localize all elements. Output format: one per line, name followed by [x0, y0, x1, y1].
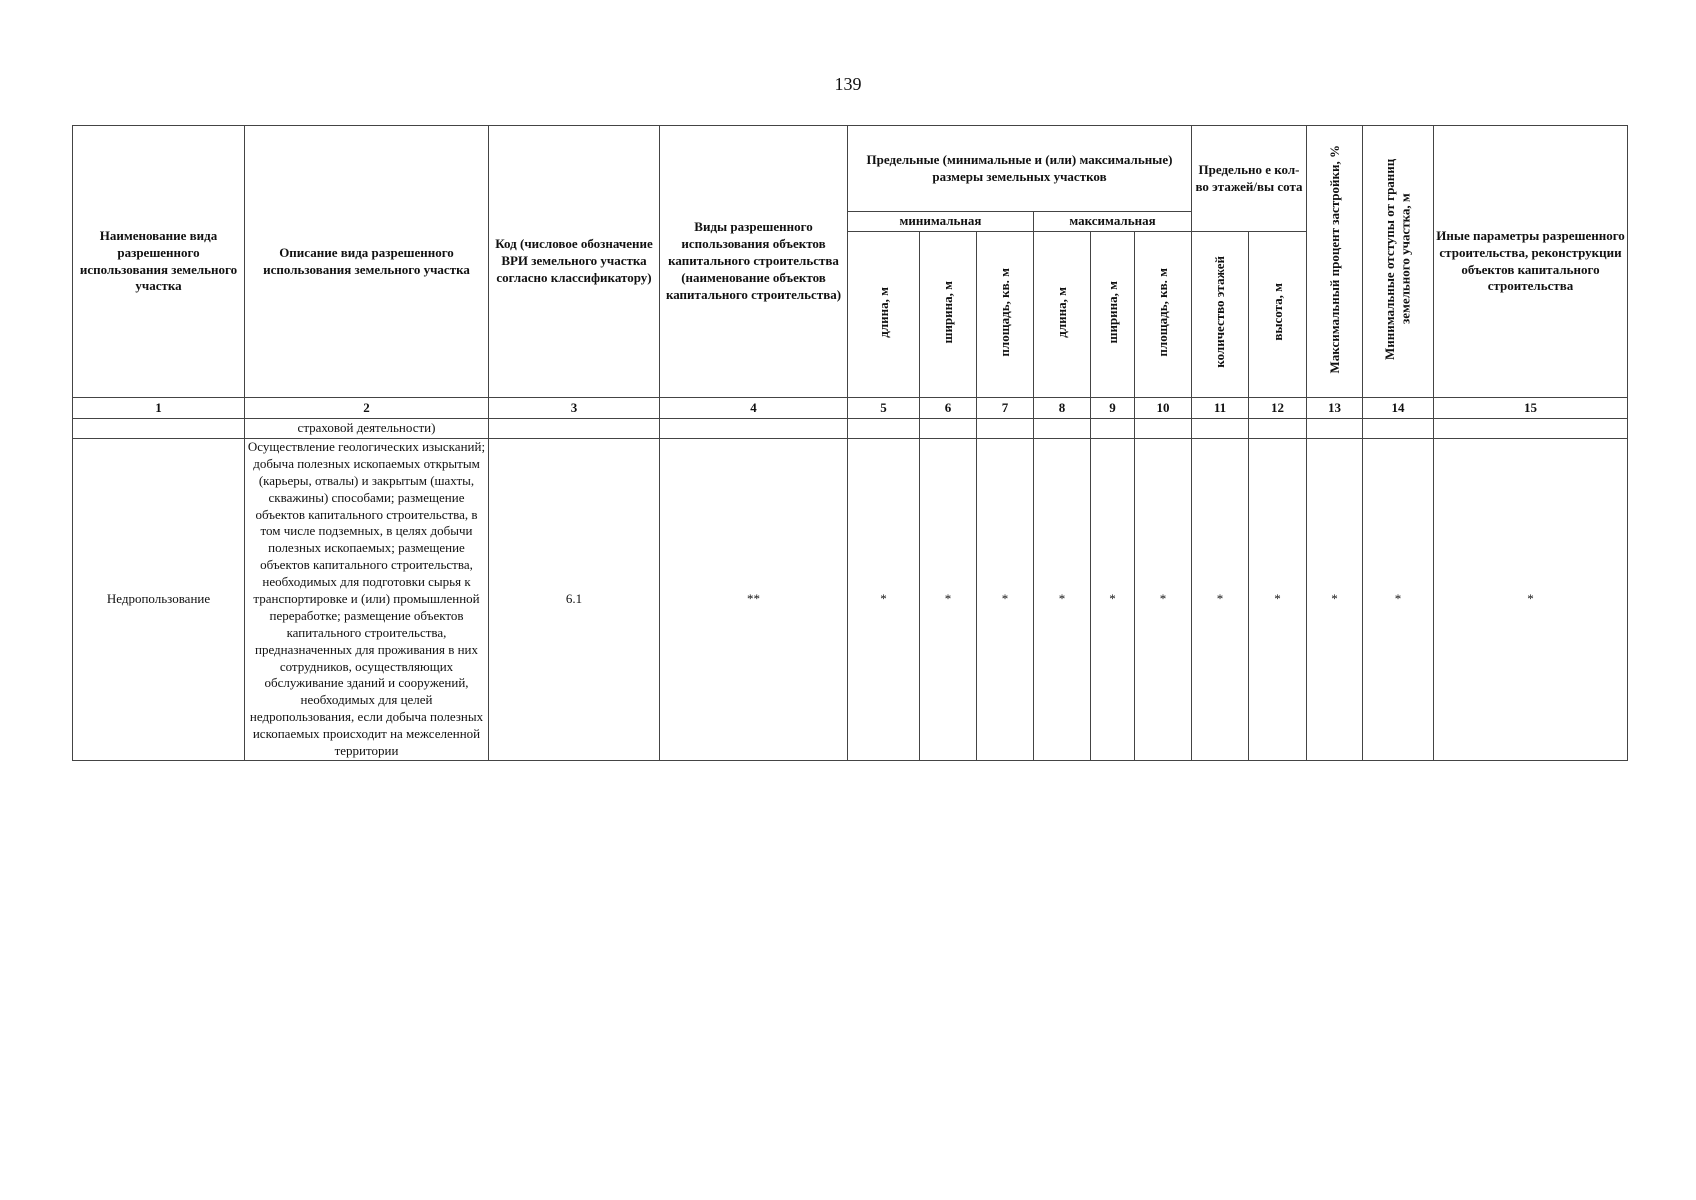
column-number: 6 [920, 398, 977, 419]
min-length-value: * [848, 439, 920, 761]
header-code: Код (числовое обозначение ВРИ земельного участка согласно классификатору) [489, 126, 660, 398]
cell-empty [1034, 419, 1091, 439]
header-oks-types: Виды разрешенного использования объектов капитального строительства (наименование объектов капитального строительства) [660, 126, 848, 398]
header-min-width [920, 232, 977, 398]
permitted-use-name: Недропользование [73, 439, 245, 761]
max-coverage-value: * [1307, 439, 1363, 761]
header-height-text: высота, м [1269, 283, 1285, 341]
height-value: * [1249, 439, 1307, 761]
header-floors-height: Предельно е кол-во этажей/вы сота [1192, 126, 1307, 232]
column-number: 1 [73, 398, 245, 419]
cell-empty [848, 419, 920, 439]
max-length-value: * [1034, 439, 1091, 761]
header-min-area [977, 232, 1034, 398]
other-params-value: * [1434, 439, 1628, 761]
header-name: Наименование вида разрешенного использования земельного участка [73, 126, 245, 398]
column-number: 10 [1135, 398, 1192, 419]
oks-types-value: ** [660, 439, 848, 761]
column-number-row [73, 398, 1628, 419]
cell-empty [1307, 419, 1363, 439]
cell-empty [977, 419, 1034, 439]
header-size-limits: Предельные (минимальные и (или) максимальные) размеры земельных участков [848, 126, 1192, 212]
column-number: 15 [1434, 398, 1628, 419]
min-area-value: * [977, 439, 1034, 761]
column-number: 2 [245, 398, 489, 419]
cell-empty [73, 419, 245, 439]
table-row [73, 439, 1628, 761]
column-number: 9 [1091, 398, 1135, 419]
header-min-setbacks-text: Минимальные отступы от границ земельного участка, м [1382, 158, 1413, 360]
max-width-value: * [1091, 439, 1135, 761]
header-maximum: максимальная [1034, 212, 1192, 232]
cell-empty [489, 419, 660, 439]
min-setbacks-value: * [1363, 439, 1434, 761]
cell-empty [1135, 419, 1192, 439]
column-number: 12 [1249, 398, 1307, 419]
cell-empty [1192, 419, 1249, 439]
cell-empty [1363, 419, 1434, 439]
header-min-area-text: площадь, кв. м [997, 267, 1013, 357]
header-floor-count [1192, 232, 1249, 398]
page-number: 139 [834, 74, 862, 94]
column-number: 14 [1363, 398, 1434, 419]
column-number: 11 [1192, 398, 1249, 419]
column-number: 5 [848, 398, 920, 419]
cell-empty [1249, 419, 1307, 439]
header-floor-count-text: количество этажей [1212, 256, 1228, 368]
header-minimum: минимальная [848, 212, 1034, 232]
permitted-use-code: 6.1 [489, 439, 660, 761]
header-max-coverage [1307, 126, 1363, 398]
column-number: 4 [660, 398, 848, 419]
floor-count-value: * [1192, 439, 1249, 761]
continuation-row [73, 419, 1628, 439]
header-description: Описание вида разрешенного использования земельного участка [245, 126, 489, 398]
header-max-length-text: длина, м [1054, 286, 1070, 338]
header-max-width [1091, 232, 1135, 398]
max-area-value: * [1135, 439, 1192, 761]
min-width-value: * [920, 439, 977, 761]
column-number: 8 [1034, 398, 1091, 419]
cell-empty [1434, 419, 1628, 439]
header-min-length [848, 232, 920, 398]
header-min-width-text: ширина, м [940, 280, 956, 344]
zoning-table [72, 125, 1628, 761]
header-max-length [1034, 232, 1091, 398]
cell-empty [1091, 419, 1135, 439]
header-min-setbacks [1363, 126, 1434, 398]
header-max-area-text: площадь, кв. м [1155, 267, 1171, 357]
header-max-coverage-text: Максимальный процент застройки, % [1326, 144, 1342, 374]
header-other-params: Иные параметры разрешенного строительства, реконструкции объектов капитального строительства [1434, 126, 1628, 398]
continuation-description: страховой деятельности) [245, 419, 489, 439]
header-max-area [1135, 232, 1192, 398]
column-number: 7 [977, 398, 1034, 419]
cell-empty [920, 419, 977, 439]
column-number: 3 [489, 398, 660, 419]
header-height [1249, 232, 1307, 398]
cell-empty [660, 419, 848, 439]
permitted-use-description: Осуществление геологических изысканий; добыча полезных ископаемых открытым (карьеры, отвалы) и закрытым (шахты, скважины) способами; размещение объектов капитального строительства, в том числе подземных, в целях добычи полезных ископаемых; размещение объектов капитального строительства, необходимых для подготовки сырья к транспортировке и (или) промышленной переработке; размещение объектов капитального строительства, предназначенных для проживания в них сотрудников, осуществляющих обслуживание зданий и сооружений, необходимых для целей недропользования, если добыча полезных ископаемых происходит на межселенной территории [245, 439, 489, 761]
column-number: 13 [1307, 398, 1363, 419]
header-max-width-text: ширина, м [1104, 280, 1120, 344]
header-min-length-text: длина, м [875, 286, 891, 338]
